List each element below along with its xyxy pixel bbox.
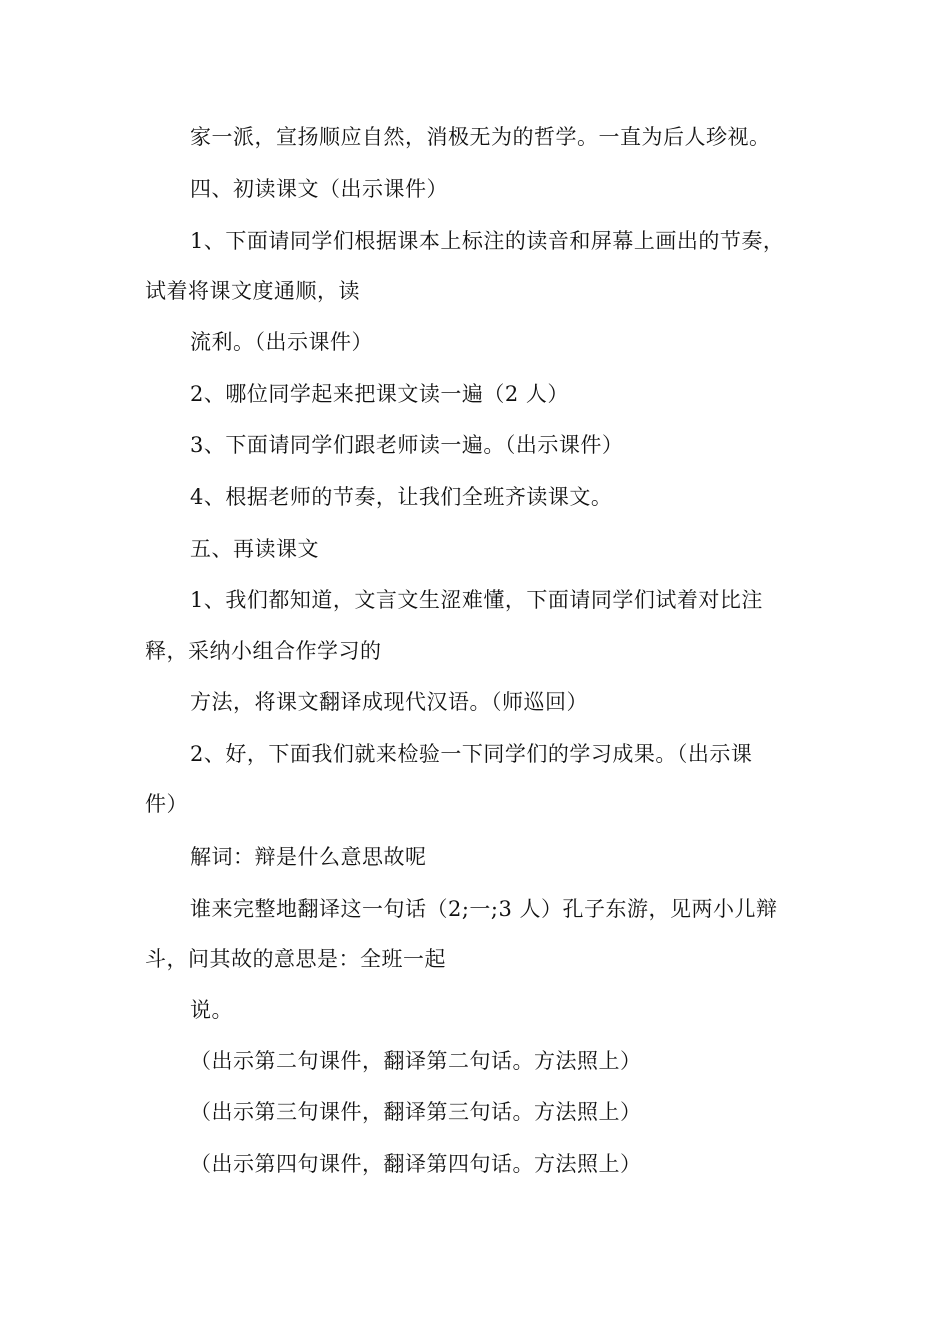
- section-heading: 五、再读课文: [190, 537, 319, 561]
- section-heading: 四、初读课文（出示课件）: [190, 177, 448, 201]
- paragraph-line: 1、我们都知道，文言文生涩难懂，下面请同学们试着对比注: [190, 588, 763, 612]
- paragraph-line: 2、好，下面我们就来检验一下同学们的学习成果。（出示课: [190, 742, 753, 766]
- paragraph-line: 件）: [145, 792, 188, 816]
- paragraph-line: 解词：辩是什么意思故呢: [190, 845, 427, 869]
- paragraph-line: 试着将课文度通顺，读: [145, 279, 360, 303]
- paragraph-line: 流利。（出示课件）: [190, 330, 373, 354]
- paragraph-line: 家一派，宣扬顺应自然，消极无为的哲学。一直为后人珍视。: [190, 125, 771, 149]
- paragraph-line: （出示第三句课件，翻译第三句话。方法照上）: [190, 1100, 642, 1124]
- paragraph-line: 说。: [190, 998, 233, 1022]
- paragraph-line: 斗，问其故的意思是：全班一起: [145, 947, 446, 971]
- paragraph-line: 4、根据老师的节奏，让我们全班齐读课文。: [190, 485, 613, 509]
- paragraph-line: （出示第二句课件，翻译第二句话。方法照上）: [190, 1049, 642, 1073]
- paragraph-line: 释，采纳小组合作学习的: [145, 639, 382, 663]
- paragraph-line: 3、下面请同学们跟老师读一遍。（出示课件）: [190, 433, 624, 457]
- paragraph-line: （出示第四句课件，翻译第四句话。方法照上）: [190, 1152, 642, 1176]
- paragraph-line: 1、下面请同学们根据课本上标注的读音和屏幕上画出的节奏，: [190, 229, 785, 253]
- paragraph-line: 方法，将课文翻译成现代汉语。（师巡回）: [190, 690, 588, 714]
- paragraph-line: 2、哪位同学起来把课文读一遍（2 人）: [190, 382, 569, 406]
- paragraph-line: 谁来完整地翻译这一句话（2;一;3 人）孔子东游，见两小儿辩: [190, 897, 778, 921]
